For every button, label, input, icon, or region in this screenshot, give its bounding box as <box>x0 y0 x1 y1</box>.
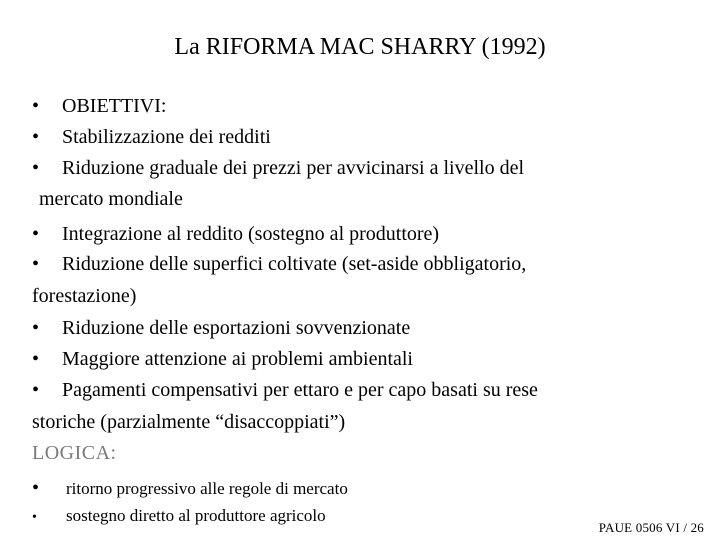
line-text: Integrazione al reddito (sostegno al produttore) <box>62 223 440 245</box>
slide-footer: PAUE 0506 VI / 26 <box>598 520 704 535</box>
line-text: sostegno diretto al produttore agricolo <box>66 506 326 525</box>
line-text: Riduzione delle esportazioni sovvenzionate <box>62 317 411 339</box>
line-text: ritorno progressivo alle regole di mercato <box>66 479 348 498</box>
bullet-icon: • <box>32 126 40 148</box>
logica-item <box>32 504 326 530</box>
continuation-line: mercato mondiale <box>39 188 183 210</box>
bullet-icon: • <box>32 510 37 525</box>
line-text: Riduzione graduale dei prezzi per avvicinarsi a livello del <box>62 157 525 179</box>
bullet-line <box>32 378 538 402</box>
bullet-icon: • <box>32 317 40 339</box>
line-text: Stabilizzazione dei redditi <box>62 126 271 148</box>
logica-item <box>32 476 348 501</box>
bullet-icon: • <box>32 253 40 275</box>
continuation-line: storiche (parzialmente “disaccoppiati”) <box>32 411 346 433</box>
bullet-line <box>32 94 166 118</box>
logica-heading: LOGICA: <box>32 442 117 464</box>
line-text: OBIETTIVI: <box>62 95 167 117</box>
continuation-line: forestazione) <box>32 285 137 307</box>
bullet-icon: • <box>32 157 40 179</box>
bullet-line <box>32 222 439 246</box>
line-text: Maggiore attenzione ai problemi ambientali <box>62 348 413 370</box>
bullet-line <box>32 156 524 180</box>
bullet-icon: • <box>32 348 40 370</box>
slide-title: La RIFORMA MAC SHARRY (1992) <box>174 34 546 60</box>
bullet-line <box>32 316 410 340</box>
bullet-line <box>32 125 271 149</box>
bullet-icon: • <box>32 223 40 245</box>
line-text: Riduzione delle superfici coltivate (set-aside obbligatorio, <box>62 253 527 275</box>
bullet-icon: • <box>32 379 40 401</box>
line-text: Pagamenti compensativi per ettaro e per capo basati su rese <box>62 379 538 401</box>
bullet-icon: • <box>32 95 40 117</box>
bullet-line <box>32 252 526 276</box>
bullet-line <box>32 347 413 371</box>
bullet-icon: • <box>32 477 40 499</box>
